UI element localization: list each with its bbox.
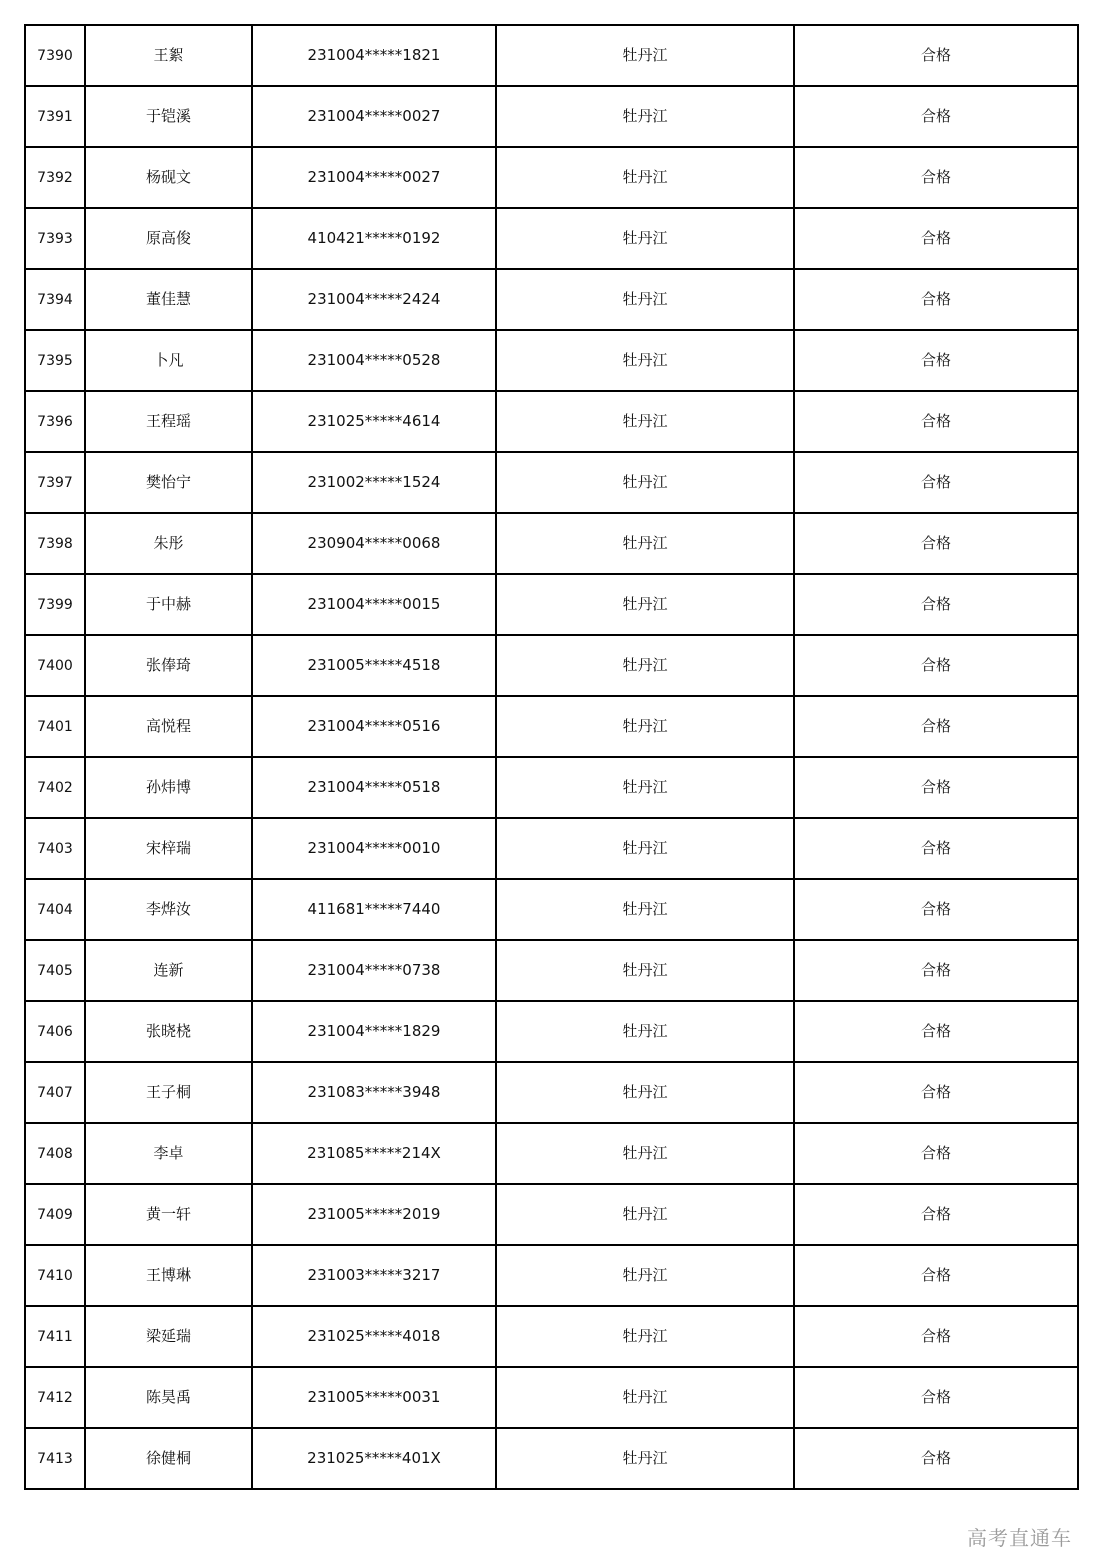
id-number-cell: 231004*****2424 xyxy=(252,269,496,330)
name-cell: 王程瑶 xyxy=(85,391,252,452)
row-number-cell: 7406 xyxy=(25,1001,85,1062)
table-row xyxy=(25,574,1078,635)
result-cell: 合格 xyxy=(794,208,1078,269)
roster-table xyxy=(24,24,1079,1490)
result-cell: 合格 xyxy=(794,1062,1078,1123)
city-cell: 牡丹江 xyxy=(496,25,794,86)
result-cell: 合格 xyxy=(794,696,1078,757)
result-cell: 合格 xyxy=(794,25,1078,86)
id-number-cell: 231085*****214X xyxy=(252,1123,496,1184)
table-row xyxy=(25,147,1078,208)
table-row xyxy=(25,1428,1078,1489)
table-row xyxy=(25,391,1078,452)
city-cell: 牡丹江 xyxy=(496,330,794,391)
roster-table-body xyxy=(25,25,1078,1489)
id-number-cell: 231025*****401X xyxy=(252,1428,496,1489)
id-number-cell: 231004*****0738 xyxy=(252,940,496,1001)
name-cell: 孙炜博 xyxy=(85,757,252,818)
result-cell: 合格 xyxy=(794,1428,1078,1489)
result-cell: 合格 xyxy=(794,1123,1078,1184)
id-number-cell: 231025*****4018 xyxy=(252,1306,496,1367)
row-number-cell: 7392 xyxy=(25,147,85,208)
row-number-cell: 7407 xyxy=(25,1062,85,1123)
table-row xyxy=(25,269,1078,330)
row-number-cell: 7393 xyxy=(25,208,85,269)
watermark-text: 高考直通车 xyxy=(967,1526,1072,1550)
id-number-cell: 231004*****0528 xyxy=(252,330,496,391)
name-cell: 梁延瑞 xyxy=(85,1306,252,1367)
id-number-cell: 231004*****0516 xyxy=(252,696,496,757)
name-cell: 王博琳 xyxy=(85,1245,252,1306)
result-cell: 合格 xyxy=(794,513,1078,574)
row-number-cell: 7404 xyxy=(25,879,85,940)
row-number-cell: 7413 xyxy=(25,1428,85,1489)
name-cell: 王絮 xyxy=(85,25,252,86)
row-number-cell: 7412 xyxy=(25,1367,85,1428)
row-number-cell: 7408 xyxy=(25,1123,85,1184)
name-cell: 宋梓瑞 xyxy=(85,818,252,879)
city-cell: 牡丹江 xyxy=(496,147,794,208)
city-cell: 牡丹江 xyxy=(496,1123,794,1184)
row-number-cell: 7394 xyxy=(25,269,85,330)
id-number-cell: 231002*****1524 xyxy=(252,452,496,513)
name-cell: 于中赫 xyxy=(85,574,252,635)
id-number-cell: 230904*****0068 xyxy=(252,513,496,574)
id-number-cell: 231025*****4614 xyxy=(252,391,496,452)
table-row xyxy=(25,452,1078,513)
table-row xyxy=(25,1001,1078,1062)
result-cell: 合格 xyxy=(794,1367,1078,1428)
row-number-cell: 7410 xyxy=(25,1245,85,1306)
table-row xyxy=(25,1062,1078,1123)
name-cell: 卜凡 xyxy=(85,330,252,391)
row-number-cell: 7397 xyxy=(25,452,85,513)
row-number-cell: 7411 xyxy=(25,1306,85,1367)
table-row xyxy=(25,208,1078,269)
row-number-cell: 7395 xyxy=(25,330,85,391)
name-cell: 于铠溪 xyxy=(85,86,252,147)
row-number-cell: 7396 xyxy=(25,391,85,452)
city-cell: 牡丹江 xyxy=(496,574,794,635)
row-number-cell: 7391 xyxy=(25,86,85,147)
name-cell: 樊怡宁 xyxy=(85,452,252,513)
name-cell: 张俸琦 xyxy=(85,635,252,696)
result-cell: 合格 xyxy=(794,1245,1078,1306)
city-cell: 牡丹江 xyxy=(496,1367,794,1428)
name-cell: 李卓 xyxy=(85,1123,252,1184)
row-number-cell: 7390 xyxy=(25,25,85,86)
id-number-cell: 231004*****0015 xyxy=(252,574,496,635)
table-row xyxy=(25,1123,1078,1184)
city-cell: 牡丹江 xyxy=(496,757,794,818)
row-number-cell: 7403 xyxy=(25,818,85,879)
id-number-cell: 231004*****1829 xyxy=(252,1001,496,1062)
row-number-cell: 7401 xyxy=(25,696,85,757)
result-cell: 合格 xyxy=(794,574,1078,635)
city-cell: 牡丹江 xyxy=(496,1245,794,1306)
result-cell: 合格 xyxy=(794,452,1078,513)
result-cell: 合格 xyxy=(794,330,1078,391)
table-row xyxy=(25,1184,1078,1245)
name-cell: 高悦程 xyxy=(85,696,252,757)
table-row xyxy=(25,25,1078,86)
city-cell: 牡丹江 xyxy=(496,208,794,269)
id-number-cell: 410421*****0192 xyxy=(252,208,496,269)
result-cell: 合格 xyxy=(794,757,1078,818)
result-cell: 合格 xyxy=(794,391,1078,452)
city-cell: 牡丹江 xyxy=(496,1184,794,1245)
name-cell: 陈昊禹 xyxy=(85,1367,252,1428)
id-number-cell: 231005*****4518 xyxy=(252,635,496,696)
id-number-cell: 231004*****1821 xyxy=(252,25,496,86)
city-cell: 牡丹江 xyxy=(496,1001,794,1062)
id-number-cell: 411681*****7440 xyxy=(252,879,496,940)
row-number-cell: 7398 xyxy=(25,513,85,574)
city-cell: 牡丹江 xyxy=(496,86,794,147)
name-cell: 原高俊 xyxy=(85,208,252,269)
result-cell: 合格 xyxy=(794,879,1078,940)
result-cell: 合格 xyxy=(794,86,1078,147)
id-number-cell: 231004*****0518 xyxy=(252,757,496,818)
city-cell: 牡丹江 xyxy=(496,452,794,513)
table-row xyxy=(25,86,1078,147)
city-cell: 牡丹江 xyxy=(496,940,794,1001)
id-number-cell: 231003*****3217 xyxy=(252,1245,496,1306)
city-cell: 牡丹江 xyxy=(496,818,794,879)
row-number-cell: 7409 xyxy=(25,1184,85,1245)
result-cell: 合格 xyxy=(794,940,1078,1001)
city-cell: 牡丹江 xyxy=(496,1306,794,1367)
id-number-cell: 231005*****2019 xyxy=(252,1184,496,1245)
city-cell: 牡丹江 xyxy=(496,269,794,330)
name-cell: 朱彤 xyxy=(85,513,252,574)
city-cell: 牡丹江 xyxy=(496,513,794,574)
table-row xyxy=(25,330,1078,391)
city-cell: 牡丹江 xyxy=(496,635,794,696)
table-row xyxy=(25,879,1078,940)
table-row xyxy=(25,818,1078,879)
name-cell: 徐健桐 xyxy=(85,1428,252,1489)
name-cell: 黄一轩 xyxy=(85,1184,252,1245)
table-row xyxy=(25,757,1078,818)
name-cell: 董佳慧 xyxy=(85,269,252,330)
name-cell: 张晓桡 xyxy=(85,1001,252,1062)
city-cell: 牡丹江 xyxy=(496,1062,794,1123)
id-number-cell: 231004*****0027 xyxy=(252,86,496,147)
id-number-cell: 231004*****0027 xyxy=(252,147,496,208)
result-cell: 合格 xyxy=(794,1306,1078,1367)
result-cell: 合格 xyxy=(794,1001,1078,1062)
city-cell: 牡丹江 xyxy=(496,391,794,452)
city-cell: 牡丹江 xyxy=(496,1428,794,1489)
result-cell: 合格 xyxy=(794,147,1078,208)
result-cell: 合格 xyxy=(794,635,1078,696)
id-number-cell: 231083*****3948 xyxy=(252,1062,496,1123)
name-cell: 李烨汝 xyxy=(85,879,252,940)
table-row xyxy=(25,940,1078,1001)
city-cell: 牡丹江 xyxy=(496,879,794,940)
result-cell: 合格 xyxy=(794,818,1078,879)
table-row xyxy=(25,1367,1078,1428)
table-row xyxy=(25,1245,1078,1306)
city-cell: 牡丹江 xyxy=(496,696,794,757)
name-cell: 杨砚文 xyxy=(85,147,252,208)
result-cell: 合格 xyxy=(794,269,1078,330)
id-number-cell: 231005*****0031 xyxy=(252,1367,496,1428)
row-number-cell: 7405 xyxy=(25,940,85,1001)
table-row xyxy=(25,1306,1078,1367)
row-number-cell: 7402 xyxy=(25,757,85,818)
row-number-cell: 7399 xyxy=(25,574,85,635)
table-row xyxy=(25,513,1078,574)
id-number-cell: 231004*****0010 xyxy=(252,818,496,879)
row-number-cell: 7400 xyxy=(25,635,85,696)
name-cell: 王子桐 xyxy=(85,1062,252,1123)
result-cell: 合格 xyxy=(794,1184,1078,1245)
table-row xyxy=(25,635,1078,696)
name-cell: 连新 xyxy=(85,940,252,1001)
table-row xyxy=(25,696,1078,757)
